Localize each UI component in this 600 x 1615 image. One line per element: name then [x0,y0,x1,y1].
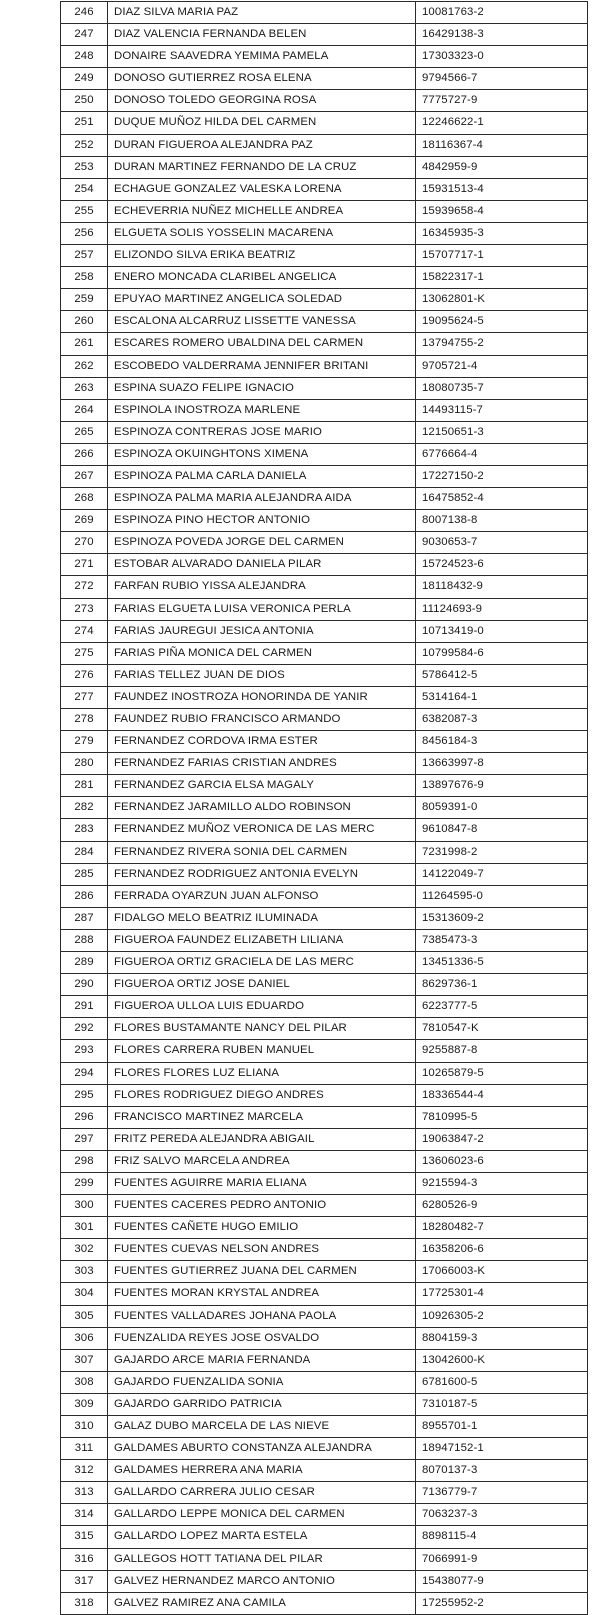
full-name: FIGUEROA ORTIZ JOSE DANIEL [108,974,416,996]
table-row [61,753,588,775]
row-number: 254 [61,178,108,200]
table-row [61,134,588,156]
row-number: 259 [61,289,108,311]
full-name: GALDAMES HERRERA ANA MARIA [108,1460,416,1482]
rut-number: 9030653-7 [416,532,588,554]
table-row [61,1438,588,1460]
table-row [61,1084,588,1106]
full-name: ECHAGUE GONZALEZ VALESKA LORENA [108,178,416,200]
table-row [61,488,588,510]
row-number: 317 [61,1570,108,1592]
rut-number: 6280526-9 [416,1195,588,1217]
row-number: 280 [61,753,108,775]
row-number: 271 [61,554,108,576]
row-number: 251 [61,112,108,134]
row-number: 269 [61,510,108,532]
row-number: 260 [61,311,108,333]
table-row [61,686,588,708]
rut-number: 18118432-9 [416,576,588,598]
full-name: FARIAS PIÑA MONICA DEL CARMEN [108,642,416,664]
full-name: FERNANDEZ GARCIA ELSA MAGALY [108,775,416,797]
row-number: 246 [61,2,108,24]
full-name: FERRADA OYARZUN JUAN ALFONSO [108,885,416,907]
row-number: 306 [61,1327,108,1349]
rut-number: 15931513-4 [416,178,588,200]
row-number: 298 [61,1150,108,1172]
rut-number: 12246622-1 [416,112,588,134]
full-name: FRIZ SALVO MARCELA ANDREA [108,1150,416,1172]
full-name: GALLARDO LEPPE MONICA DEL CARMEN [108,1504,416,1526]
full-name: FUENTES AGUIRRE MARIA ELIANA [108,1172,416,1194]
table-row [61,1592,588,1614]
row-number: 285 [61,863,108,885]
table-row [61,68,588,90]
table-row [61,1526,588,1548]
full-name: FUENTES VALLADARES JOHANA PAOLA [108,1305,416,1327]
full-name: FUENTES GUTIERREZ JUANA DEL CARMEN [108,1261,416,1283]
rut-number: 15724523-6 [416,554,588,576]
table-row [61,709,588,731]
full-name: ENERO MONCADA CLARIBEL ANGELICA [108,267,416,289]
rut-number: 15822317-1 [416,267,588,289]
rut-number: 8007138-8 [416,510,588,532]
rut-number: 11124693-9 [416,598,588,620]
table-row [61,664,588,686]
full-name: GALVEZ RAMIREZ ANA CAMILA [108,1592,416,1614]
full-name: FERNANDEZ CORDOVA IRMA ESTER [108,731,416,753]
row-number: 274 [61,620,108,642]
table-row [61,1106,588,1128]
table-row [61,465,588,487]
table-row [61,1261,588,1283]
row-number: 305 [61,1305,108,1327]
full-name: FIGUEROA FAUNDEZ ELIZABETH LILIANA [108,929,416,951]
rut-number: 7385473-3 [416,929,588,951]
rut-number: 7231998-2 [416,841,588,863]
rut-number: 8629736-1 [416,974,588,996]
row-number: 261 [61,333,108,355]
rut-number: 17303323-0 [416,46,588,68]
row-number: 308 [61,1371,108,1393]
row-number: 282 [61,797,108,819]
table-row [61,1239,588,1261]
rut-number: 16358206-6 [416,1239,588,1261]
table-row [61,1460,588,1482]
row-number: 284 [61,841,108,863]
table-row [61,1128,588,1150]
full-name: GALAZ DUBO MARCELA DE LAS NIEVE [108,1416,416,1438]
table-row [61,775,588,797]
table-row [61,996,588,1018]
row-number: 281 [61,775,108,797]
table-row [61,598,588,620]
table-row [61,1150,588,1172]
table-row [61,731,588,753]
full-name: ESPINA SUAZO FELIPE IGNACIO [108,377,416,399]
rut-number: 13794755-2 [416,333,588,355]
rut-number: 18080735-7 [416,377,588,399]
row-number: 296 [61,1106,108,1128]
full-name: ESPINOZA PALMA CARLA DANIELA [108,465,416,487]
row-number: 297 [61,1128,108,1150]
table-row [61,576,588,598]
row-number: 290 [61,974,108,996]
full-name: GAJARDO FUENZALIDA SONIA [108,1371,416,1393]
table-row [61,24,588,46]
full-name: ESPINOZA CONTRERAS JOSE MARIO [108,421,416,443]
full-name: GALLEGOS HOTT TATIANA DEL PILAR [108,1548,416,1570]
table-row [61,1195,588,1217]
rut-number: 13062801-K [416,289,588,311]
table-row [61,1172,588,1194]
table-row [61,355,588,377]
rut-number: 5786412-5 [416,664,588,686]
row-number: 266 [61,443,108,465]
row-number: 313 [61,1482,108,1504]
full-name: FLORES RODRIGUEZ DIEGO ANDRES [108,1084,416,1106]
rut-number: 17255952-2 [416,1592,588,1614]
rut-number: 16429138-3 [416,24,588,46]
full-name: FAUNDEZ INOSTROZA HONORINDA DE YANIR [108,686,416,708]
rut-number: 10081763-2 [416,2,588,24]
rut-number: 6776664-4 [416,443,588,465]
table-row [61,267,588,289]
row-number: 273 [61,598,108,620]
full-name: FIGUEROA ORTIZ GRACIELA DE LAS MERC [108,952,416,974]
table-row [61,907,588,929]
table-row [61,1305,588,1327]
rut-number: 13042600-K [416,1349,588,1371]
full-name: ESPINOLA INOSTROZA MARLENE [108,399,416,421]
table-row [61,952,588,974]
table-row [61,510,588,532]
roster-table-body [61,2,588,1615]
full-name: FIGUEROA ULLOA LUIS EDUARDO [108,996,416,1018]
full-name: GAJARDO GARRIDO PATRICIA [108,1393,416,1415]
rut-number: 15313609-2 [416,907,588,929]
rut-number: 10799584-6 [416,642,588,664]
rut-number: 8804159-3 [416,1327,588,1349]
full-name: GALVEZ HERNANDEZ MARCO ANTONIO [108,1570,416,1592]
row-number: 289 [61,952,108,974]
full-name: ESCARES ROMERO UBALDINA DEL CARMEN [108,333,416,355]
rut-number: 9794566-7 [416,68,588,90]
full-name: FARIAS JAUREGUI JESICA ANTONIA [108,620,416,642]
table-row [61,642,588,664]
row-number: 299 [61,1172,108,1194]
full-name: FERNANDEZ MUÑOZ VERONICA DE LAS MERC [108,819,416,841]
row-number: 275 [61,642,108,664]
roster-sheet [60,1,587,1615]
rut-number: 5314164-1 [416,686,588,708]
row-number: 255 [61,200,108,222]
rut-number: 8955701-1 [416,1416,588,1438]
table-row [61,311,588,333]
table-row [61,620,588,642]
rut-number: 19063847-2 [416,1128,588,1150]
rut-number: 13451336-5 [416,952,588,974]
table-row [61,929,588,951]
row-number: 291 [61,996,108,1018]
row-number: 283 [61,819,108,841]
table-row [61,1371,588,1393]
row-number: 264 [61,399,108,421]
table-row [61,333,588,355]
table-row [61,46,588,68]
rut-number: 18947152-1 [416,1438,588,1460]
table-row [61,399,588,421]
rut-number: 10926305-2 [416,1305,588,1327]
rut-number: 8070137-3 [416,1460,588,1482]
table-row [61,1504,588,1526]
row-number: 318 [61,1592,108,1614]
full-name: EPUYAO MARTINEZ ANGELICA SOLEDAD [108,289,416,311]
full-name: ESPINOZA PINO HECTOR ANTONIO [108,510,416,532]
full-name: FIDALGO MELO BEATRIZ ILUMINADA [108,907,416,929]
table-row [61,1482,588,1504]
full-name: FLORES CARRERA RUBEN MANUEL [108,1040,416,1062]
full-name: FERNANDEZ RIVERA SONIA DEL CARMEN [108,841,416,863]
rut-number: 14122049-7 [416,863,588,885]
row-number: 304 [61,1283,108,1305]
full-name: FUENTES MORAN KRYSTAL ANDREA [108,1283,416,1305]
table-row [61,885,588,907]
full-name: FERNANDEZ RODRIGUEZ ANTONIA EVELYN [108,863,416,885]
rut-number: 9215594-3 [416,1172,588,1194]
full-name: DONOSO TOLEDO GEORGINA ROSA [108,90,416,112]
full-name: ELGUETA SOLIS YOSSELIN MACARENA [108,222,416,244]
table-row [61,222,588,244]
row-number: 268 [61,488,108,510]
row-number: 288 [61,929,108,951]
rut-number: 14493115-7 [416,399,588,421]
full-name: FUENTES CUEVAS NELSON ANDRES [108,1239,416,1261]
row-number: 309 [61,1393,108,1415]
full-name: ESPINOZA PALMA MARIA ALEJANDRA AIDA [108,488,416,510]
rut-number: 11264595-0 [416,885,588,907]
full-name: ECHEVERRIA NUÑEZ MICHELLE ANDREA [108,200,416,222]
rut-number: 10265879-5 [416,1062,588,1084]
row-number: 286 [61,885,108,907]
full-name: ESPINOZA OKUINGHTONS XIMENA [108,443,416,465]
rut-number: 8456184-3 [416,731,588,753]
rut-number: 9255887-8 [416,1040,588,1062]
full-name: FERNANDEZ JARAMILLO ALDO ROBINSON [108,797,416,819]
table-row [61,1040,588,1062]
row-number: 252 [61,134,108,156]
rut-number: 19095624-5 [416,311,588,333]
full-name: DIAZ VALENCIA FERNANDA BELEN [108,24,416,46]
rut-number: 17066003-K [416,1261,588,1283]
table-row [61,1283,588,1305]
rut-number: 18336544-4 [416,1084,588,1106]
row-number: 295 [61,1084,108,1106]
row-number: 310 [61,1416,108,1438]
rut-number: 6382087-3 [416,709,588,731]
row-number: 257 [61,245,108,267]
rut-number: 13663997-8 [416,753,588,775]
row-number: 287 [61,907,108,929]
full-name: FLORES BUSTAMANTE NANCY DEL PILAR [108,1018,416,1040]
rut-number: 18280482-7 [416,1217,588,1239]
table-row [61,421,588,443]
full-name: FUENZALIDA REYES JOSE OSVALDO [108,1327,416,1349]
full-name: GALLARDO LOPEZ MARTA ESTELA [108,1526,416,1548]
full-name: GAJARDO ARCE MARIA FERNANDA [108,1349,416,1371]
rut-number: 17227150-2 [416,465,588,487]
table-row [61,245,588,267]
row-number: 263 [61,377,108,399]
table-row [61,1349,588,1371]
row-number: 301 [61,1217,108,1239]
rut-number: 12150651-3 [416,421,588,443]
table-row [61,377,588,399]
full-name: FRANCISCO MARTINEZ MARCELA [108,1106,416,1128]
full-name: ESCALONA ALCARRUZ LISSETTE VANESSA [108,311,416,333]
rut-number: 7136779-7 [416,1482,588,1504]
full-name: GALDAMES ABURTO CONSTANZA ALEJANDRA [108,1438,416,1460]
row-number: 314 [61,1504,108,1526]
row-number: 292 [61,1018,108,1040]
full-name: DUQUE MUÑOZ HILDA DEL CARMEN [108,112,416,134]
table-row [61,1393,588,1415]
rut-number: 6781600-5 [416,1371,588,1393]
row-number: 250 [61,90,108,112]
full-name: FARIAS TELLEZ JUAN DE DIOS [108,664,416,686]
rut-number: 15939658-4 [416,200,588,222]
full-name: FERNANDEZ FARIAS CRISTIAN ANDRES [108,753,416,775]
rut-number: 7810547-K [416,1018,588,1040]
row-number: 315 [61,1526,108,1548]
rut-number: 4842959-9 [416,156,588,178]
row-number: 265 [61,421,108,443]
table-row [61,532,588,554]
rut-number: 16345935-3 [416,222,588,244]
row-number: 249 [61,68,108,90]
full-name: FARIAS ELGUETA LUISA VERONICA PERLA [108,598,416,620]
table-row [61,819,588,841]
rut-number: 7066991-9 [416,1548,588,1570]
rut-number: 7810995-5 [416,1106,588,1128]
row-number: 258 [61,267,108,289]
full-name: FUENTES CACERES PEDRO ANTONIO [108,1195,416,1217]
full-name: DONOSO GUTIERREZ ROSA ELENA [108,68,416,90]
row-number: 253 [61,156,108,178]
full-name: FRITZ PEREDA ALEJANDRA ABIGAIL [108,1128,416,1150]
full-name: ELIZONDO SILVA ERIKA BEATRIZ [108,245,416,267]
rut-number: 13897676-9 [416,775,588,797]
row-number: 300 [61,1195,108,1217]
row-number: 247 [61,24,108,46]
row-number: 267 [61,465,108,487]
rut-number: 7775727-9 [416,90,588,112]
full-name: ESCOBEDO VALDERRAMA JENNIFER BRITANI [108,355,416,377]
rut-number: 15438077-9 [416,1570,588,1592]
table-row [61,1570,588,1592]
rut-number: 7310187-5 [416,1393,588,1415]
full-name: ESPINOZA POVEDA JORGE DEL CARMEN [108,532,416,554]
table-row [61,289,588,311]
row-number: 262 [61,355,108,377]
row-number: 279 [61,731,108,753]
row-number: 270 [61,532,108,554]
full-name: FUENTES CAÑETE HUGO EMILIO [108,1217,416,1239]
table-row [61,554,588,576]
full-name: GALLARDO CARRERA JULIO CESAR [108,1482,416,1504]
row-number: 312 [61,1460,108,1482]
table-row [61,1217,588,1239]
full-name: DIAZ SILVA MARIA PAZ [108,2,416,24]
rut-number: 7063237-3 [416,1504,588,1526]
table-row [61,2,588,24]
row-number: 302 [61,1239,108,1261]
row-number: 272 [61,576,108,598]
full-name: DONAIRE SAAVEDRA YEMIMA PAMELA [108,46,416,68]
row-number: 276 [61,664,108,686]
table-row [61,1416,588,1438]
rut-number: 8059391-0 [416,797,588,819]
row-number: 294 [61,1062,108,1084]
table-row [61,156,588,178]
table-row [61,974,588,996]
row-number: 293 [61,1040,108,1062]
table-row [61,1327,588,1349]
table-row [61,200,588,222]
row-number: 307 [61,1349,108,1371]
rut-number: 15707717-1 [416,245,588,267]
rut-number: 9610847-8 [416,819,588,841]
rut-number: 9705721-4 [416,355,588,377]
rut-number: 17725301-4 [416,1283,588,1305]
full-name: ESTOBAR ALVARADO DANIELA PILAR [108,554,416,576]
row-number: 316 [61,1548,108,1570]
row-number: 278 [61,709,108,731]
full-name: DURAN MARTINEZ FERNANDO DE LA CRUZ [108,156,416,178]
rut-number: 18116367-4 [416,134,588,156]
table-row [61,1018,588,1040]
row-number: 256 [61,222,108,244]
table-row [61,1548,588,1570]
table-row [61,178,588,200]
table-row [61,863,588,885]
rut-number: 10713419-0 [416,620,588,642]
full-name: FAUNDEZ RUBIO FRANCISCO ARMANDO [108,709,416,731]
table-row [61,90,588,112]
rut-number: 8898115-4 [416,1526,588,1548]
table-row [61,841,588,863]
full-name: FARFAN RUBIO YISSA ALEJANDRA [108,576,416,598]
rut-number: 13606023-6 [416,1150,588,1172]
roster-table [60,1,588,1615]
row-number: 311 [61,1438,108,1460]
full-name: FLORES FLORES LUZ ELIANA [108,1062,416,1084]
table-row [61,112,588,134]
row-number: 277 [61,686,108,708]
rut-number: 6223777-5 [416,996,588,1018]
row-number: 303 [61,1261,108,1283]
rut-number: 16475852-4 [416,488,588,510]
table-row [61,1062,588,1084]
full-name: DURAN FIGUEROA ALEJANDRA PAZ [108,134,416,156]
table-row [61,443,588,465]
row-number: 248 [61,46,108,68]
table-row [61,797,588,819]
